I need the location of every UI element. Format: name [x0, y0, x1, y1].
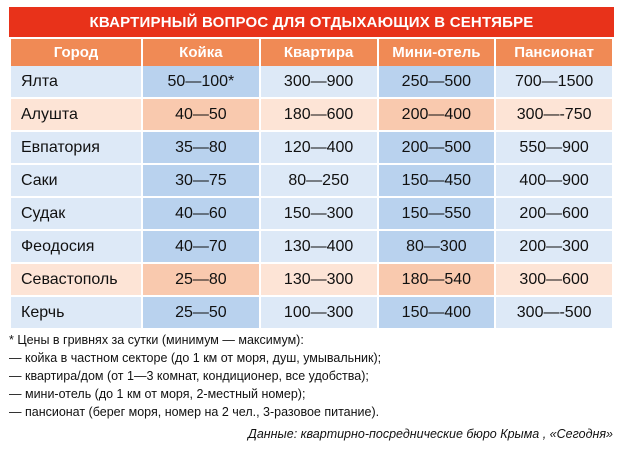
boarding-house-price-cell: 550—900 [496, 132, 612, 165]
boarding-house-price-cell: 200—300 [496, 231, 612, 264]
boarding-house-price-cell: 300—-750 [496, 99, 612, 132]
header-mini-hotel: Мини-отель [379, 39, 495, 66]
footnote-line: * Цены в гривнях за сутки (минимум — максимум): [9, 333, 304, 347]
bed-price-cell: 40—60 [143, 198, 259, 231]
boarding-house-price-cell: 400—900 [496, 165, 612, 198]
boarding-house-price-cell: 200—600 [496, 198, 612, 231]
footnote-line: — квартира/дом (от 1—3 комнат, кондиционер, все удобства); [9, 369, 369, 383]
bed-price-cell: 50—100* [143, 66, 259, 99]
table-row [11, 231, 612, 264]
city-cell: Керчь [11, 297, 141, 330]
apartment-price-cell: 120—400 [261, 132, 377, 165]
boarding-house-price-cell: 700—1500 [496, 66, 612, 99]
apartment-price-cell: 180—600 [261, 99, 377, 132]
data-source: Данные: квартирно-посреднические бюро Крыма , «Сегодня» [248, 427, 613, 441]
table-row [11, 264, 612, 297]
city-cell: Судак [11, 198, 141, 231]
footnote-line: — койка в частном секторе (до 1 км от моря, душ, умывальник); [9, 351, 382, 365]
footnote-line: — пансионат (берег моря, номер на 2 чел., 3-разовое питание). [9, 405, 380, 419]
footnote-line: — мини-отель (до 1 км от моря, 2-местный номер); [9, 387, 306, 401]
apartment-price-cell: 100—300 [261, 297, 377, 330]
header-bed: Койка [143, 39, 259, 66]
header-boarding-house: Пансионат [496, 39, 612, 66]
table-row [11, 132, 612, 165]
mini-hotel-price-cell: 80—300 [379, 231, 495, 264]
mini-hotel-price-cell: 150—550 [379, 198, 495, 231]
city-cell: Евпатория [11, 132, 141, 165]
bed-price-cell: 40—50 [143, 99, 259, 132]
header-apartment: Квартира [261, 39, 377, 66]
table-row [11, 99, 612, 132]
mini-hotel-price-cell: 180—540 [379, 264, 495, 297]
city-cell: Ялта [11, 66, 141, 99]
bed-price-cell: 25—80 [143, 264, 259, 297]
price-table [9, 39, 614, 330]
header-city: Город [11, 39, 141, 66]
city-cell: Севастополь [11, 264, 141, 297]
bed-price-cell: 25—50 [143, 297, 259, 330]
bed-price-cell: 40—70 [143, 231, 259, 264]
bed-price-cell: 35—80 [143, 132, 259, 165]
mini-hotel-price-cell: 200—400 [379, 99, 495, 132]
city-cell: Феодосия [11, 231, 141, 264]
table-title: КВАРТИРНЫЙ ВОПРОС ДЛЯ ОТДЫХАЮЩИХ В СЕНТЯБРЕ [9, 7, 614, 37]
table-row [11, 198, 612, 231]
footnotes [9, 331, 614, 421]
apartment-price-cell: 130—300 [261, 264, 377, 297]
apartment-price-cell: 300—900 [261, 66, 377, 99]
mini-hotel-price-cell: 200—500 [379, 132, 495, 165]
table-row [11, 165, 612, 198]
mini-hotel-price-cell: 250—500 [379, 66, 495, 99]
city-cell: Саки [11, 165, 141, 198]
table-row [11, 66, 612, 99]
apartment-price-cell: 130—400 [261, 231, 377, 264]
table-row [11, 297, 612, 330]
city-cell: Алушта [11, 99, 141, 132]
boarding-house-price-cell: 300—-500 [496, 297, 612, 330]
bed-price-cell: 30—75 [143, 165, 259, 198]
mini-hotel-price-cell: 150—450 [379, 165, 495, 198]
apartment-price-cell: 150—300 [261, 198, 377, 231]
apartment-price-cell: 80—250 [261, 165, 377, 198]
header-row [11, 39, 612, 66]
boarding-house-price-cell: 300—600 [496, 264, 612, 297]
mini-hotel-price-cell: 150—400 [379, 297, 495, 330]
